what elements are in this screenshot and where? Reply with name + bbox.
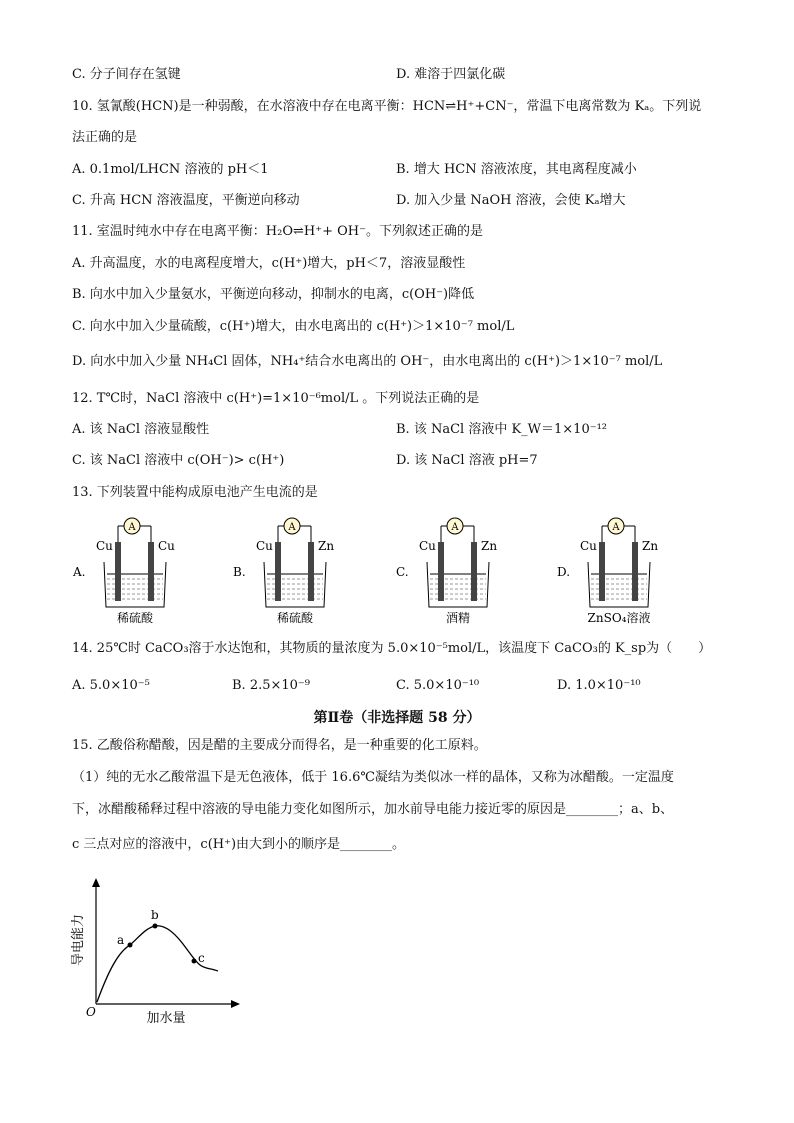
right-electrode-label: Cu — [158, 539, 175, 553]
q13-apparatus-c — [393, 512, 523, 624]
q12-option-c: C. 该 NaCl 溶液中 c(OH⁻)> c(H⁺) — [72, 453, 285, 468]
right-electrode-label: Zn — [642, 539, 659, 553]
galvanic-cell-diagram — [230, 512, 360, 624]
left-electrode-label: Cu — [256, 539, 273, 553]
option-label: A. — [73, 565, 86, 579]
point-b — [153, 924, 158, 929]
y-axis-label: 导电能力 — [71, 913, 86, 967]
left-electrode-label: Cu — [419, 539, 436, 553]
q11-option-d: D. 向水中加入少量 NH₄Cl 固体，NH₄⁺结合水电离出的 OH⁻，由水电离出的 c(H⁺)＞1×10⁻⁷ mol/L — [72, 354, 663, 369]
right-electrode-label: Zn — [318, 539, 335, 553]
solution-label: 酒精 — [445, 611, 471, 624]
section-2-title: 第Ⅱ卷（非选择题 58 分） — [313, 710, 481, 726]
galvanic-cell-diagram — [393, 512, 523, 624]
q10-stem-cont: 法正确的是 — [72, 130, 138, 145]
q15-part1-line2: 下，冰醋酸稀释过程中溶液的导电能力变化如图所示，加水前导电能力接近零的原因是________；a、b、 — [72, 802, 674, 817]
point-c-label: c — [198, 951, 205, 965]
q13-apparatus-a — [70, 512, 200, 624]
q12-option-d: D. 该 NaCl 溶液 pH=7 — [396, 453, 538, 468]
point-a-label: a — [117, 933, 125, 947]
right-electrode-label: Zn — [481, 539, 498, 553]
q10-option-d: D. 加入少量 NaOH 溶液，会使 Kₐ增大 — [396, 193, 626, 208]
left-electrode-label: Cu — [96, 539, 113, 553]
q11-option-a: A. 升高温度，水的电离程度增大，c(H⁺)增大，pH＜7，溶液显酸性 — [72, 256, 466, 271]
ammeter-label: A — [128, 522, 136, 533]
q14-stem: 14. 25℃时 CaCO₃溶于水达饱和，其物质的量浓度为 5.0×10⁻⁵mol/L，该温度下 CaCO₃的 K_sp为（ ） — [72, 641, 712, 656]
q13-apparatus-d — [554, 512, 684, 624]
conductivity-curve-svg — [68, 872, 248, 1028]
origin-label: O — [86, 1005, 96, 1019]
q11-option-c: C. 向水中加入少量硫酸，c(H⁺)增大，由水电离出的 c(H⁺)＞1×10⁻⁷ mol/L — [72, 319, 515, 334]
galvanic-cell-diagram — [70, 512, 200, 624]
galvanic-cell-diagram — [554, 512, 684, 624]
q10-option-c: C. 升高 HCN 溶液温度，平衡逆向移动 — [72, 193, 300, 208]
q9-option-c: C. 分子间存在氢键 — [72, 67, 181, 82]
q11-option-b: B. 向水中加入少量氨水，平衡逆向移动，抑制水的电离，c(OH⁻)降低 — [72, 287, 475, 302]
q14-option-a: A. 5.0×10⁻⁵ — [72, 678, 150, 693]
solution-label: 稀硫酸 — [116, 611, 154, 624]
ammeter-label: A — [451, 522, 459, 533]
option-label: B. — [233, 565, 246, 579]
q13-apparatus-b — [230, 512, 360, 624]
q14-option-c: C. 5.0×10⁻¹⁰ — [396, 678, 480, 693]
q15-part1-line3: c 三点对应的溶液中，c(H⁺)由大到小的顺序是________。 — [72, 837, 406, 852]
q9-option-d: D. 难溶于四氯化碳 — [396, 67, 506, 82]
q13-stem: 13. 下列装置中能构成原电池产生电流的是 — [72, 485, 318, 500]
q15-stem: 15. 乙酸俗称醋酸，因是醋的主要成分而得名，是一种重要的化工原料。 — [72, 738, 487, 753]
left-electrode-label: Cu — [580, 539, 597, 553]
point-b-label: b — [151, 908, 159, 922]
y-axis-arrow-icon — [92, 878, 100, 887]
option-label: C. — [396, 565, 409, 579]
x-axis-arrow-icon — [231, 1000, 240, 1008]
q14-option-d: D. 1.0×10⁻¹⁰ — [557, 678, 641, 693]
q10-stem: 10. 氢氰酸(HCN)是一种弱酸，在水溶液中存在电离平衡：HCN⇌H⁺+CN⁻，常温下电离常数为 Kₐ。下列说 — [72, 99, 702, 114]
ammeter-label: A — [612, 522, 620, 533]
q10-option-a: A. 0.1mol/LHCN 溶液的 pH＜1 — [72, 162, 269, 177]
q11-stem: 11. 室温时纯水中存在电离平衡：H₂O⇌H⁺+ OH⁻。下列叙述正确的是 — [72, 224, 483, 239]
q12-option-a: A. 该 NaCl 溶液显酸性 — [72, 422, 210, 437]
solution-label: 稀硫酸 — [276, 611, 314, 624]
x-axis-label: 加水量 — [146, 1011, 186, 1026]
conductivity-graph — [68, 872, 248, 1028]
solution-label: ZnSO₄溶液 — [587, 611, 651, 624]
point-a — [128, 943, 133, 948]
q12-stem: 12. T℃时，NaCl 溶液中 c(H⁺)=1×10⁻⁶mol/L 。下列说法正确的是 — [72, 391, 480, 406]
ammeter-label: A — [288, 522, 296, 533]
q14-option-b: B. 2.5×10⁻⁹ — [232, 678, 310, 693]
option-label: D. — [557, 565, 571, 579]
q10-option-b: B. 增大 HCN 溶液浓度，其电离程度减小 — [396, 162, 637, 177]
point-c — [192, 959, 197, 964]
q12-option-b: B. 该 NaCl 溶液中 K_W＝1×10⁻¹² — [396, 422, 608, 437]
q15-part1-line1: （1）纯的无水乙酸常温下是无色液体，低于 16.6℃凝结为类似冰一样的晶体，又称为冰醋酸。一定温度 — [72, 770, 674, 785]
